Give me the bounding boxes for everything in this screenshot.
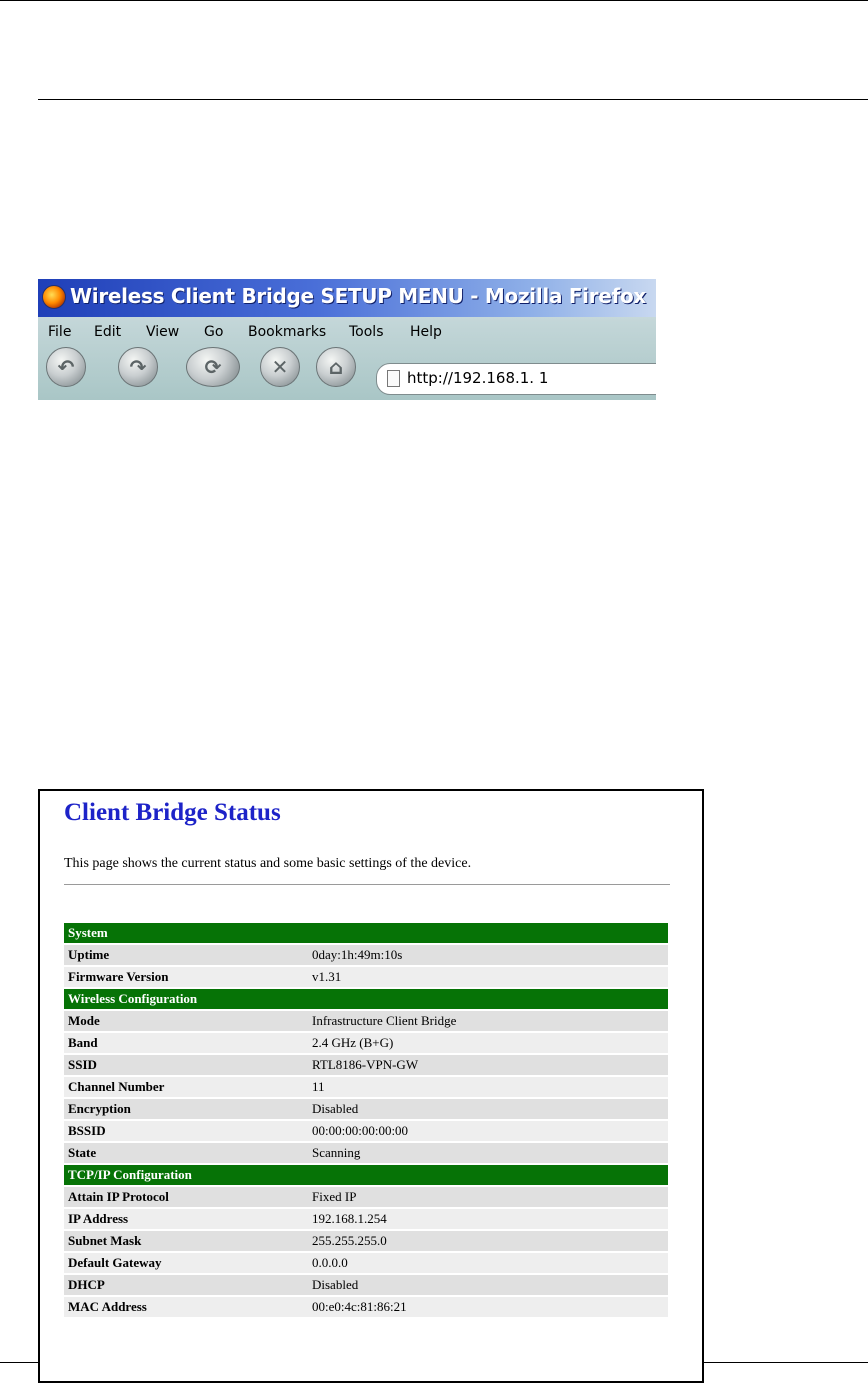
window-titlebar [38,279,656,317]
row-label: IP Address [64,1209,308,1229]
row-label: Firmware Version [64,967,308,987]
page-icon [387,370,400,387]
row-value: 0.0.0.0 [308,1253,668,1273]
menu-edit[interactable]: Edit [94,324,122,340]
table-row [64,1011,668,1031]
table-row [64,1275,668,1295]
table-row [64,1209,668,1229]
table-row [64,967,668,987]
row-value: 2.4 GHz (B+G) [308,1033,668,1053]
menu-view[interactable]: View [146,324,180,340]
section-header [64,923,668,943]
navigation-toolbar [38,345,656,400]
table-row [64,1121,668,1141]
row-value: 11 [308,1077,668,1097]
row-label: Encryption [64,1099,308,1119]
header-rule [38,99,868,100]
row-label: Default Gateway [64,1253,308,1273]
table-row [64,1055,668,1075]
table-row [64,1077,668,1097]
row-value: Infrastructure Client Bridge [308,1011,668,1031]
stop-icon[interactable]: ✕ [260,347,300,387]
row-label: BSSID [64,1121,308,1141]
table-row [64,1143,668,1163]
row-value: 192.168.1.254 [308,1209,668,1229]
row-label: Subnet Mask [64,1231,308,1251]
top-rule [0,0,868,1]
menu-tools[interactable]: Tools [349,324,384,340]
row-label: Attain IP Protocol [64,1187,308,1207]
section-header [64,1165,668,1185]
row-value: Disabled [308,1275,668,1295]
table-row [64,1297,668,1317]
row-value: 255.255.255.0 [308,1231,668,1251]
menu-go[interactable]: Go [204,324,224,340]
menu-file[interactable]: File [48,324,72,340]
status-page-screenshot [38,789,704,1383]
table-row [64,1187,668,1207]
window-title: Wireless Client Bridge SETUP MENU - Mozilla Firefox [70,284,647,308]
status-table [64,921,668,1319]
table-row [64,1253,668,1273]
row-value: 00:00:00:00:00:00 [308,1121,668,1141]
back-icon[interactable]: ↶ [46,347,86,387]
url-bar[interactable] [376,363,656,395]
page-description: This page shows the current status and some basic settings of the device. [64,856,472,871]
section-header [64,989,668,1009]
section-header-label: System [64,923,668,943]
row-label: Channel Number [64,1077,308,1097]
row-value: Scanning [308,1143,668,1163]
url-text: http://192.168.1. 1 [407,369,549,387]
footer-rule-right [684,1362,868,1363]
row-value: v1.31 [308,967,668,987]
forward-icon[interactable]: ↷ [118,347,158,387]
table-row [64,1231,668,1251]
menu-help[interactable]: Help [410,324,442,340]
row-label: State [64,1143,308,1163]
menu-bookmarks[interactable]: Bookmarks [248,324,327,340]
page-title: Client Bridge Status [64,799,281,826]
firefox-logo-icon [42,285,66,309]
row-label: Band [64,1033,308,1053]
row-value: Disabled [308,1099,668,1119]
row-label: Uptime [64,945,308,965]
row-label: DHCP [64,1275,308,1295]
section-header-label: Wireless Configuration [64,989,668,1009]
row-value: Fixed IP [308,1187,668,1207]
row-value: 0day:1h:49m:10s [308,945,668,965]
menu-bar [38,319,656,341]
table-row [64,945,668,965]
row-value: 00:e0:4c:81:86:21 [308,1297,668,1317]
table-row [64,1099,668,1119]
divider [64,884,670,885]
table-row [64,1033,668,1053]
row-label: Mode [64,1011,308,1031]
row-label: SSID [64,1055,308,1075]
reload-icon[interactable]: ⟳ [186,347,240,387]
home-icon[interactable]: ⌂ [316,347,356,387]
row-label: MAC Address [64,1297,308,1317]
row-value: RTL8186-VPN-GW [308,1055,668,1075]
section-header-label: TCP/IP Configuration [64,1165,668,1185]
firefox-window-screenshot [38,279,656,400]
